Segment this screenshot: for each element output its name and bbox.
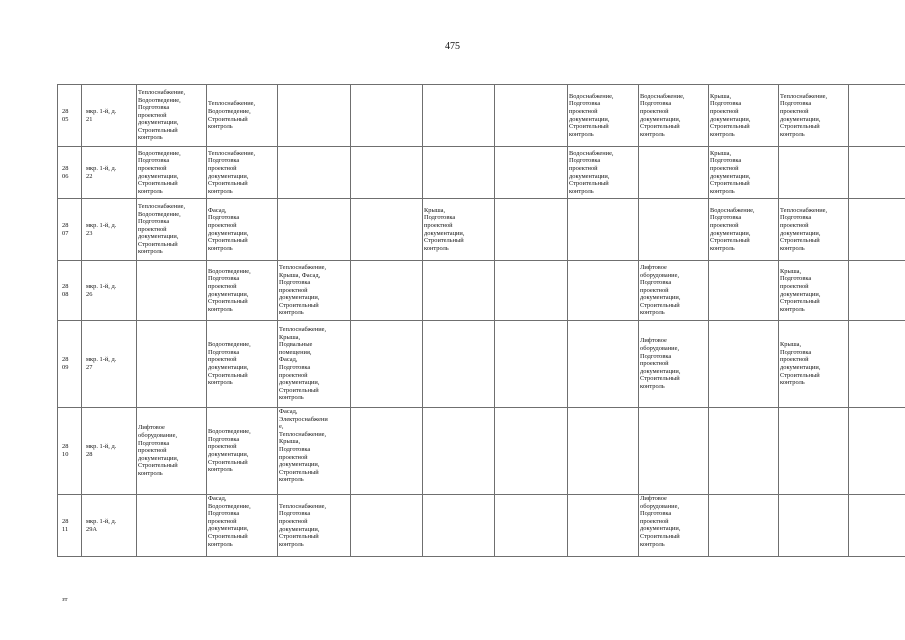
work-cell: Водоснабжение, Подготовка проектной документации, Строительный контроль [709,199,779,261]
work-cell: Водоснабжение, Подготовка проектной документации, Строительный контроль [568,147,639,199]
work-cell [495,147,568,199]
work-cell [278,85,351,147]
work-cell [423,408,495,495]
work-cell: Водоснабжение, Подготовка проектной документации, Строительный контроль [639,85,709,147]
table-row [58,147,905,199]
work-cell [849,85,905,147]
work-cell: Крыша, Подготовка проектной документации, Строительный контроль [423,199,495,261]
work-cell [423,85,495,147]
work-cell [278,199,351,261]
address-cell: мкр. 1-й, д. 22 [82,147,137,199]
table-row [58,261,905,321]
work-cell: Лифтовое оборудование, Подготовка проектной документации, Строительный контроль [137,408,207,495]
work-cell [495,261,568,321]
row-number: 28 10 [58,408,82,495]
table-body [58,85,905,557]
address-cell: мкр. 1-й, д. 28 [82,408,137,495]
work-cell: Водоотведение, Подготовка проектной документации, Строительный контроль [207,261,278,321]
footer-mark: зт [62,596,68,603]
work-cell [709,495,779,557]
work-cell: Теплоснабжение, Подготовка проектной документации, Строительный контроль [779,199,849,261]
work-cell: Водоснабжение, Подготовка проектной документации, Строительный контроль [568,85,639,147]
work-cell: Водоотведение, Подготовка проектной документации, Строительный контроль [207,321,278,408]
work-cell [351,495,423,557]
work-cell [568,408,639,495]
address-cell: мкр. 1-й, д. 23 [82,199,137,261]
work-cell [849,408,905,495]
table-row [58,321,905,408]
work-cell: Теплоснабжение, Подготовка проектной документации, Строительный контроль [278,495,351,557]
address-cell: мкр. 1-й, д. 21 [82,85,137,147]
work-cell: Теплоснабжение, Подготовка проектной документации, Строительный контроль [207,147,278,199]
work-cell [351,261,423,321]
work-cell [568,261,639,321]
work-cell [849,147,905,199]
work-cell [137,495,207,557]
work-cell [495,408,568,495]
work-cell [849,495,905,557]
row-number: 28 09 [58,321,82,408]
row-number: 28 05 [58,85,82,147]
work-cell [495,495,568,557]
work-cell [568,321,639,408]
work-cell: Крыша, Подготовка проектной документации, Строительный контроль [709,147,779,199]
work-cell [849,261,905,321]
work-cell [423,261,495,321]
work-cell: Лифтовое оборудование, Подготовка проектной документации, Строительный контроль [639,495,709,557]
work-cell: Теплоснабжение, Крыша, Подвальные помещения, Фасад, Подготовка проектной документации, Строительный контроль [278,321,351,408]
work-cell [137,261,207,321]
work-cell [423,321,495,408]
work-cell [495,321,568,408]
work-cell: Лифтовое оборудование, Подготовка проектной документации, Строительный контроль [639,321,709,408]
work-cell [351,408,423,495]
work-cell: Крыша, Подготовка проектной документации, Строительный контроль [709,85,779,147]
work-cell [639,408,709,495]
work-cell [568,495,639,557]
table-row [58,408,905,495]
work-cell [423,495,495,557]
page-number: 475 [445,41,460,52]
table-row [58,495,905,557]
work-cell [779,495,849,557]
table-row [58,199,905,261]
work-cell [495,199,568,261]
work-cell [423,147,495,199]
work-cell [568,199,639,261]
address-cell: мкр. 1-й, д. 27 [82,321,137,408]
work-cell [709,408,779,495]
work-cell: Водоотведение, Подготовка проектной документации, Строительный контроль [137,147,207,199]
work-cell: Теплоснабжение, Водоотведение, Подготовка проектной документации, Строительный контроль [137,199,207,261]
work-cell [278,147,351,199]
work-cell [709,321,779,408]
work-cell [709,261,779,321]
work-cell: Теплоснабжение, Водоотведение, Строительный контроль [207,85,278,147]
work-cell [351,85,423,147]
work-cell [351,147,423,199]
row-number: 28 08 [58,261,82,321]
work-cell: Теплоснабжение, Подготовка проектной документации, Строительный контроль [779,85,849,147]
work-cell: Фасад, Электроснабжени е, Теплоснабжение, Крыша, Подготовка проектной документации, Строительный контроль [278,408,351,495]
address-cell: мкр. 1-й, д. 26 [82,261,137,321]
work-cell: Водоотведение, Подготовка проектной документации, Строительный контроль [207,408,278,495]
work-cell: Фасад, Водоотведение, Подготовка проектной документации, Строительный контроль [207,495,278,557]
work-cell [779,147,849,199]
work-cell: Теплоснабжение, Водоотведение, Подготовка проектной документации, Строительный контроль [137,85,207,147]
row-number: 28 11 [58,495,82,557]
work-cell [639,147,709,199]
work-cell [495,85,568,147]
work-cell: Теплоснабжение, Крыша, Фасад, Подготовка проектной документации, Строительный контроль [278,261,351,321]
work-cell [639,199,709,261]
row-number: 28 06 [58,147,82,199]
work-cell: Крыша, Подготовка проектной документации, Строительный контроль [779,261,849,321]
works-schedule-table [57,84,905,557]
work-cell [351,199,423,261]
work-cell [137,321,207,408]
work-cell: Крыша, Подготовка проектной документации, Строительный контроль [779,321,849,408]
work-cell [849,321,905,408]
row-number: 28 07 [58,199,82,261]
table-row [58,85,905,147]
work-cell [351,321,423,408]
work-cell: Фасад, Подготовка проектной документации, Строительный контроль [207,199,278,261]
address-cell: мкр. 1-й, д. 29А [82,495,137,557]
work-cell: Лифтовое оборудование, Подготовка проектной документации, Строительный контроль [639,261,709,321]
work-cell [849,199,905,261]
work-cell [779,408,849,495]
